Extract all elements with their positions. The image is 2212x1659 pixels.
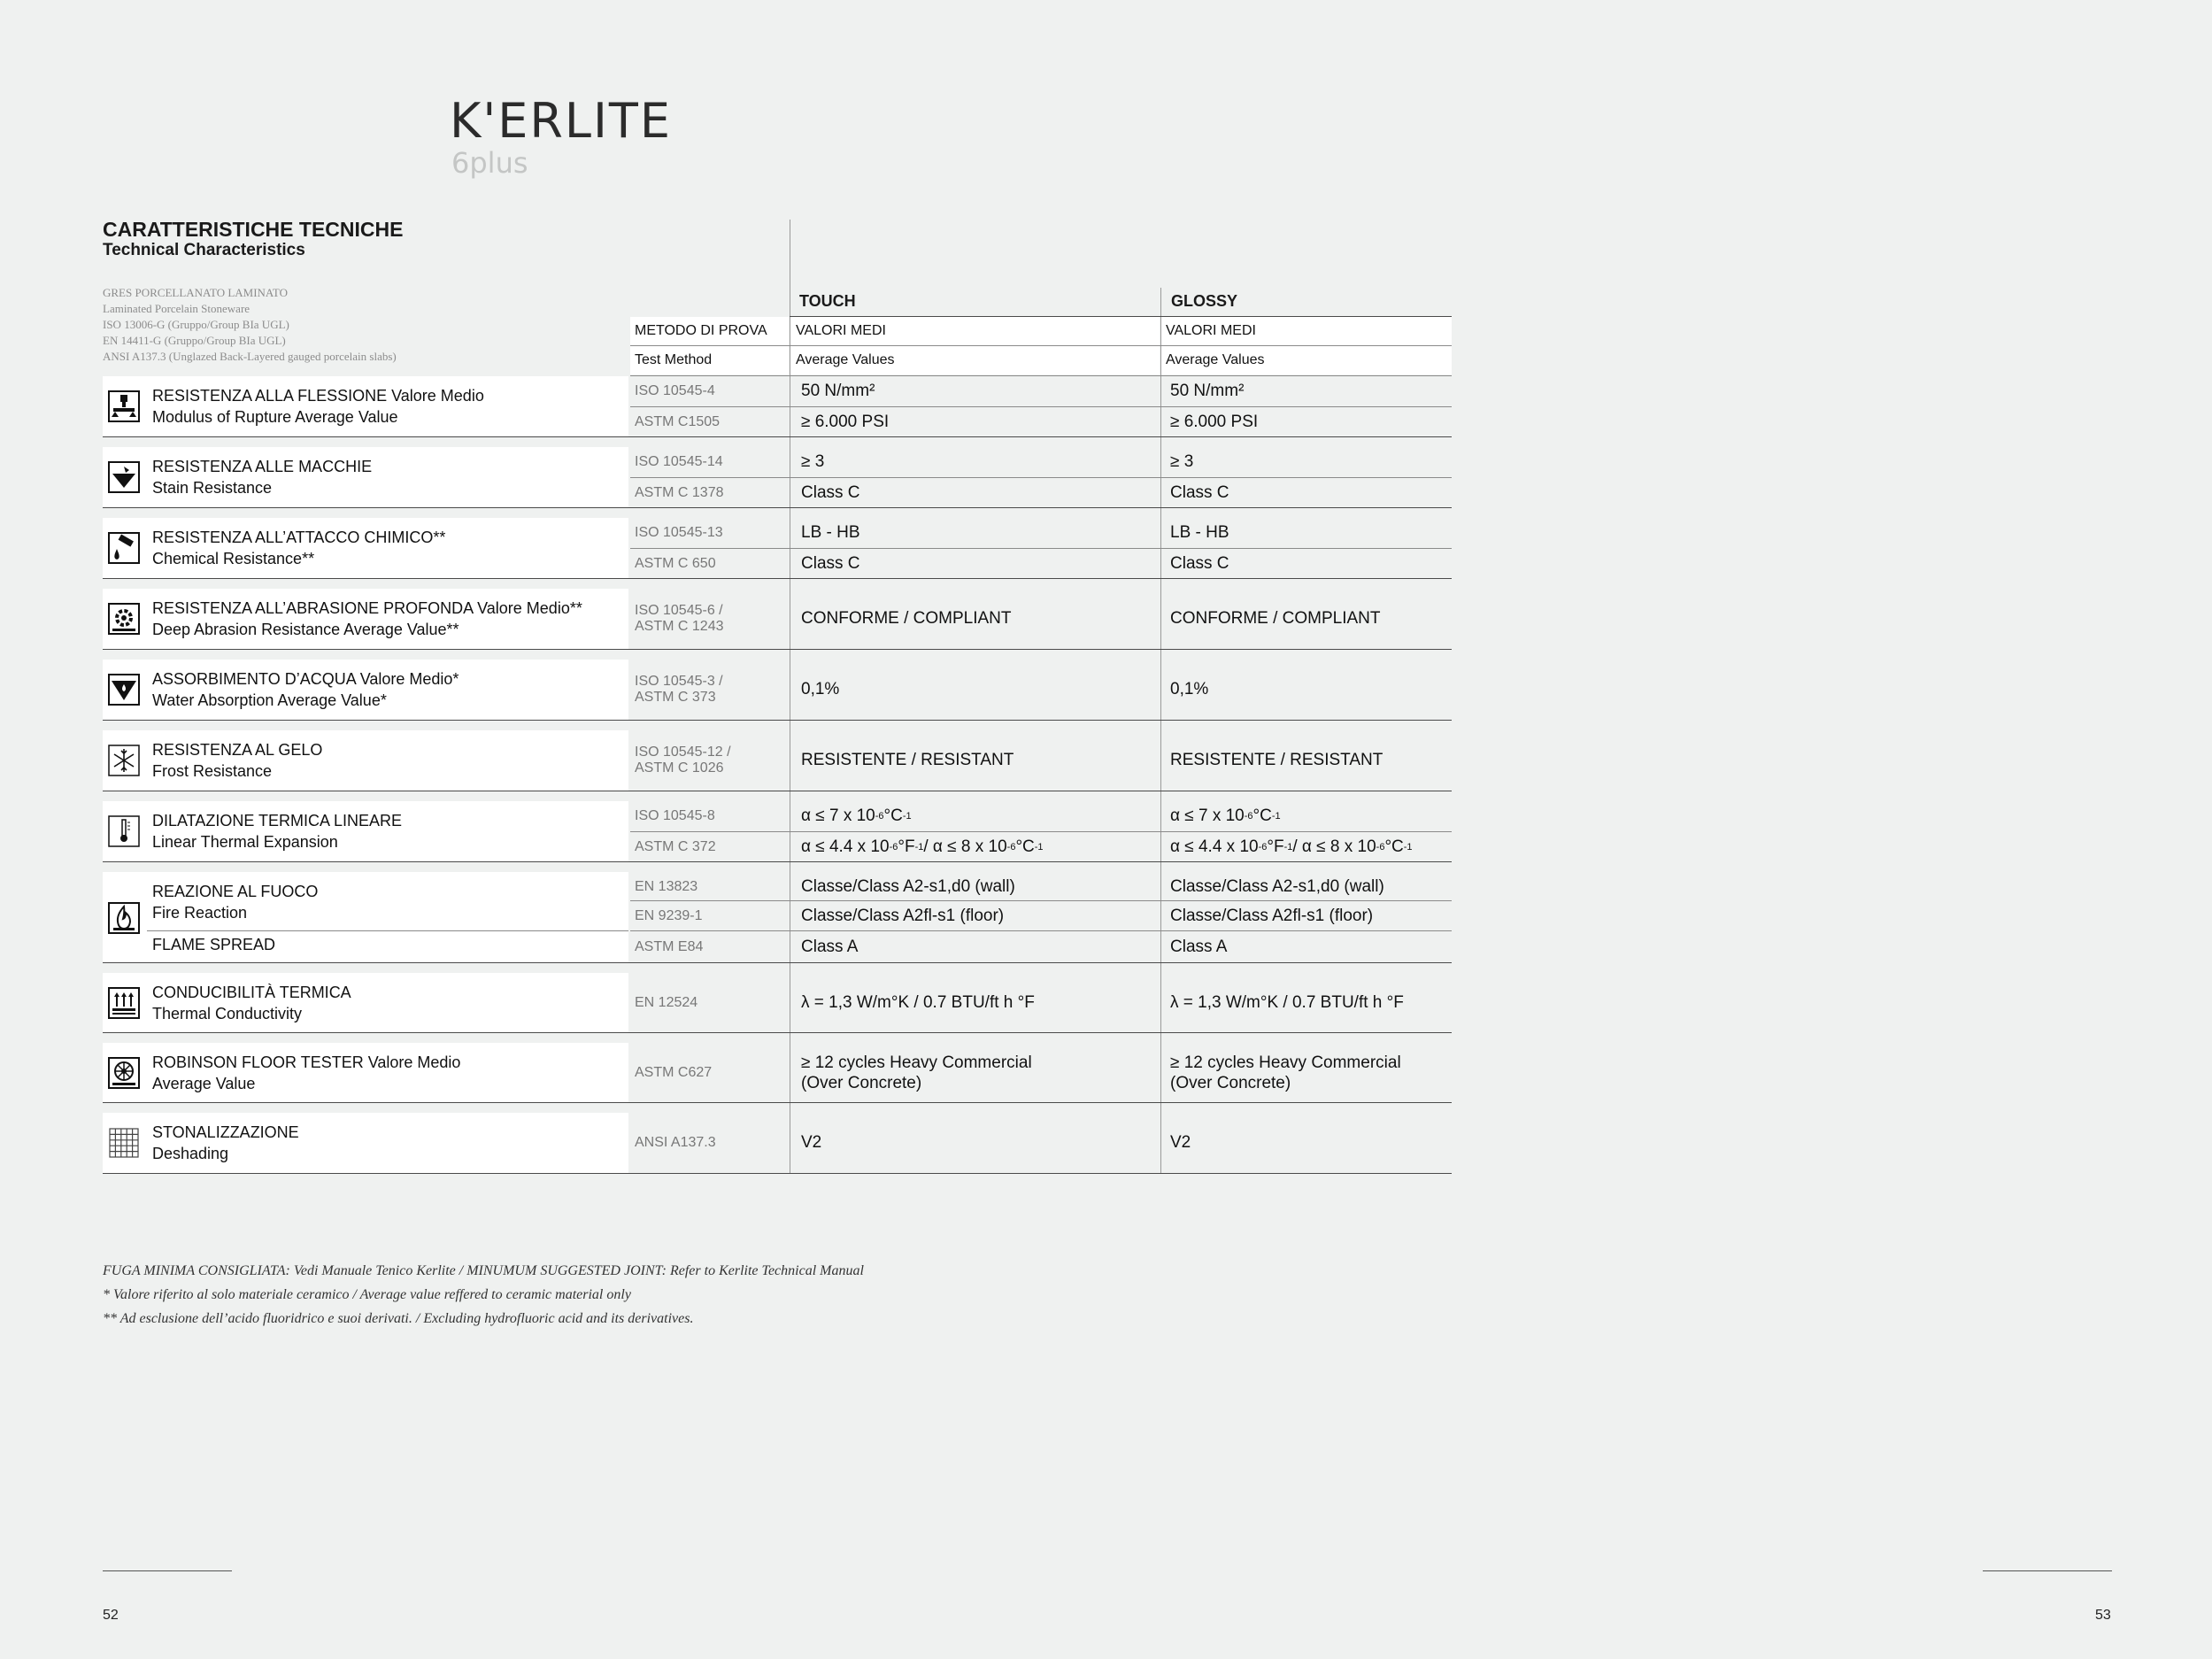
material-meta — [103, 285, 397, 365]
method-cell: EN 12524 — [635, 995, 698, 1010]
method-cell: ASTM E84 — [635, 938, 704, 954]
row-label-thermal — [103, 801, 628, 861]
glossy-value: α ≤ 7 x 10 -6 °C -1 — [1170, 806, 1281, 825]
row-label-stain — [103, 447, 628, 507]
label-it: STONALIZZAZIONE — [152, 1123, 299, 1141]
method-cell: ISO 10545-8 — [635, 807, 715, 823]
values-header-en: Average Values — [1161, 346, 1452, 374]
footnotes — [103, 1259, 864, 1331]
abrasion-gear-icon — [108, 603, 140, 635]
footnote: * Valore riferito al solo materiale ceramico / Average value reffered to ceramic material only — [103, 1287, 631, 1302]
label-it: RESISTENZA ALLA FLESSIONE Valore Medio — [152, 387, 484, 405]
method-cell — [635, 589, 723, 649]
method-cell: ANSI A137.3 — [635, 1135, 716, 1150]
label-en: Chemical Resistance** — [152, 550, 315, 567]
thermometer-icon — [108, 815, 140, 847]
row-label-abrasion — [103, 589, 628, 649]
label-en: Linear Thermal Expansion — [152, 833, 338, 851]
glossy-value: Class C — [1170, 482, 1229, 502]
label-it: RESISTENZA ALLE MACCHIE — [152, 458, 373, 475]
touch-value: LB - HB — [801, 522, 860, 542]
row-label-frost — [103, 730, 628, 791]
method-cell: ASTM C 650 — [635, 555, 716, 571]
glossy-value: 50 N/mm² — [1170, 381, 1245, 400]
page-rule-left — [103, 1570, 232, 1571]
meta-line: ANSI A137.3 (Unglazed Back-Layered gauged porcelain slabs) — [103, 350, 397, 363]
touch-value: ≥ 6.000 PSI — [801, 412, 890, 431]
method-cell — [635, 730, 731, 791]
label-en: Thermal Conductivity — [152, 1005, 303, 1022]
rule — [630, 406, 1452, 407]
values-header-it: VALORI MEDI — [1161, 317, 1452, 345]
touch-value: α ≤ 4.4 x 10 -6 °F -1 / α ≤ 8 x 10 -6 °C -1 — [801, 837, 1044, 856]
row-label-chemical — [103, 518, 628, 578]
column-glossy-header: GLOSSY — [1171, 292, 1238, 310]
label-en: Deshading — [152, 1145, 229, 1162]
method-cell: ISO 10545-14 — [635, 453, 723, 469]
label-it: REAZIONE AL FUOCO — [152, 883, 319, 900]
snowflake-icon — [108, 745, 140, 776]
rule — [630, 477, 1452, 478]
footnote: ** Ad esclusione dell’acido fluoridrico e suoi derivati. / Excluding hydrofluoric acid and its derivatives. — [103, 1311, 694, 1326]
glossy-value: Classe/Class A2fl-s1 (floor) — [1170, 906, 1374, 925]
glossy-value: ≥ 6.000 PSI — [1170, 412, 1259, 431]
row-rule — [103, 1102, 1452, 1103]
page-title: CARATTERISTICHE TECNICHE — [103, 218, 404, 241]
glossy-value: 0,1% — [1170, 680, 1209, 698]
row-rule — [103, 861, 1452, 862]
touch-value: α ≤ 7 x 10 -6 °C -1 — [801, 806, 912, 825]
flexion-icon — [108, 390, 140, 422]
flame-icon — [108, 902, 140, 934]
row-label-fire — [103, 872, 628, 962]
page-number-left: 52 — [103, 1608, 119, 1623]
footnote: FUGA MINIMA CONSIGLIATA: Vedi Manuale Tenico Kerlite / MINUMUM SUGGESTED JOINT: Refer to Kerlite Technical Manual — [103, 1263, 864, 1278]
glossy-value: α ≤ 4.4 x 10 -6 °F -1 / α ≤ 8 x 10 -6 °C -1 — [1170, 837, 1413, 856]
touch-value: Classe/Class A2-s1,d0 (wall) — [801, 876, 1015, 896]
meta-line: Laminated Porcelain Stoneware — [103, 302, 250, 315]
touch-value: Class C — [801, 482, 860, 502]
row-label-flexion — [103, 376, 628, 436]
label-it: RESISTENZA AL GELO — [152, 741, 323, 759]
grid-icon — [108, 1127, 140, 1159]
glossy-value: Classe/Class A2-s1,d0 (wall) — [1170, 876, 1384, 896]
glossy-value: λ = 1,3 W/m°K / 0.7 BTU/ft h °F — [1170, 993, 1404, 1012]
values-header-en: Average Values — [790, 346, 1160, 374]
row-label-robinson — [103, 1043, 628, 1103]
row-label-deshading — [103, 1113, 628, 1173]
row-rule — [103, 1032, 1452, 1033]
meta-line: EN 14411-G (Gruppo/Group BIa UGL) — [103, 334, 286, 347]
method-cell: ASTM C627 — [635, 1065, 713, 1080]
method-line: ISO 10545-3 / — [635, 674, 723, 689]
method-cell: ASTM C 372 — [635, 838, 716, 854]
touch-value: Classe/Class A2fl-s1 (floor) — [801, 906, 1005, 925]
method-header-en: Test Method — [630, 346, 789, 374]
label-it: DILATAZIONE TERMICA LINEARE — [152, 812, 403, 830]
touch-value: V2 — [801, 1133, 822, 1152]
meta-line: GRES PORCELLANATO LAMINATO — [103, 286, 288, 299]
heat-arrows-icon — [108, 987, 140, 1019]
page-rule-right — [1983, 1570, 2112, 1571]
touch-value: Class C — [801, 553, 860, 573]
row-rule — [103, 1173, 1452, 1174]
row-rule — [103, 436, 1452, 437]
column-touch-header: TOUCH — [799, 292, 856, 310]
method-line: ASTM C 373 — [635, 690, 716, 705]
glossy-value: Class A — [1170, 937, 1228, 956]
stain-icon — [108, 461, 140, 493]
row-rule — [103, 649, 1452, 650]
method-line: ASTM C 1026 — [635, 760, 724, 775]
method-cell — [635, 660, 723, 720]
chemical-icon — [108, 532, 140, 564]
touch-value: λ = 1,3 W/m°K / 0.7 BTU/ft h °F — [801, 993, 1035, 1012]
row-rule — [103, 578, 1452, 579]
method-line: ISO 10545-6 / — [635, 603, 723, 618]
label-en: Stain Resistance — [152, 479, 273, 497]
method-line: ASTM C 1243 — [635, 619, 724, 634]
row-label-conductivity — [103, 973, 628, 1033]
glossy-value: Class C — [1170, 553, 1229, 573]
glossy-value: ≥ 3 — [1170, 451, 1194, 471]
wheel-icon — [108, 1057, 140, 1089]
label-en: Frost Resistance — [152, 762, 273, 780]
label-en: Modulus of Rupture Average Value — [152, 408, 398, 426]
brand-logo — [450, 93, 673, 180]
label-it: RESISTENZA ALL’ATTACCO CHIMICO** — [152, 529, 446, 546]
touch-value: CONFORME / COMPLIANT — [801, 609, 1012, 628]
page-number-right: 53 — [2095, 1608, 2111, 1623]
glossy-value: ≥ 12 cycles Heavy Commercial (Over Concrete) — [1170, 1053, 1401, 1092]
row-rule — [103, 720, 1452, 721]
rule — [147, 930, 628, 931]
touch-value: ≥ 3 — [801, 451, 825, 471]
method-cell: ASTM C1505 — [635, 413, 721, 429]
glossy-value: CONFORME / COMPLIANT — [1170, 609, 1381, 628]
row-rule — [103, 507, 1452, 508]
touch-value: Class A — [801, 937, 859, 956]
label-it: ASSORBIMENTO D’ACQUA Valore Medio* — [152, 670, 459, 688]
touch-value: 0,1% — [801, 680, 840, 698]
rule — [630, 930, 1452, 931]
brand-name: K'ERLITE — [450, 93, 673, 149]
glossy-value: V2 — [1170, 1133, 1191, 1152]
touch-value: RESISTENTE / RESISTANT — [801, 751, 1014, 769]
water-drop-icon — [108, 674, 140, 706]
label-en: Fire Reaction — [152, 904, 248, 922]
method-header-it: METODO DI PROVA — [630, 317, 789, 345]
page-subtitle: Technical Characteristics — [103, 241, 305, 259]
method-line: ISO 10545-12 / — [635, 745, 731, 760]
method-cell: ISO 10545-4 — [635, 382, 715, 398]
label-flame-spread: FLAME SPREAD — [152, 936, 276, 953]
brand-sub: 6plus — [451, 146, 528, 180]
row-label-water — [103, 660, 628, 720]
meta-line: ISO 13006-G (Gruppo/Group BIa UGL) — [103, 318, 289, 331]
row-rule — [103, 962, 1452, 963]
values-header-it: VALORI MEDI — [790, 317, 1160, 345]
label-it: ROBINSON FLOOR TESTER Valore Medio — [152, 1053, 461, 1071]
rule — [630, 548, 1452, 549]
label-en: Average Value — [152, 1075, 256, 1092]
method-cell: ISO 10545-13 — [635, 524, 723, 540]
touch-value: 50 N/mm² — [801, 381, 875, 400]
label-it: RESISTENZA ALL’ABRASIONE PROFONDA Valore Medio** — [152, 599, 582, 617]
label-en: Deep Abrasion Resistance Average Value** — [152, 621, 459, 638]
method-cell: EN 9239-1 — [635, 907, 703, 923]
rule — [630, 375, 1452, 376]
method-cell: EN 13823 — [635, 878, 698, 894]
label-it: CONDUCIBILITÀ TERMICA — [152, 984, 351, 1001]
glossy-value: LB - HB — [1170, 522, 1229, 542]
label-en: Water Absorption Average Value* — [152, 691, 387, 709]
touch-value: ≥ 12 cycles Heavy Commercial (Over Concrete) — [801, 1053, 1032, 1092]
glossy-value: RESISTENTE / RESISTANT — [1170, 751, 1383, 769]
method-cell: ASTM C 1378 — [635, 484, 724, 500]
